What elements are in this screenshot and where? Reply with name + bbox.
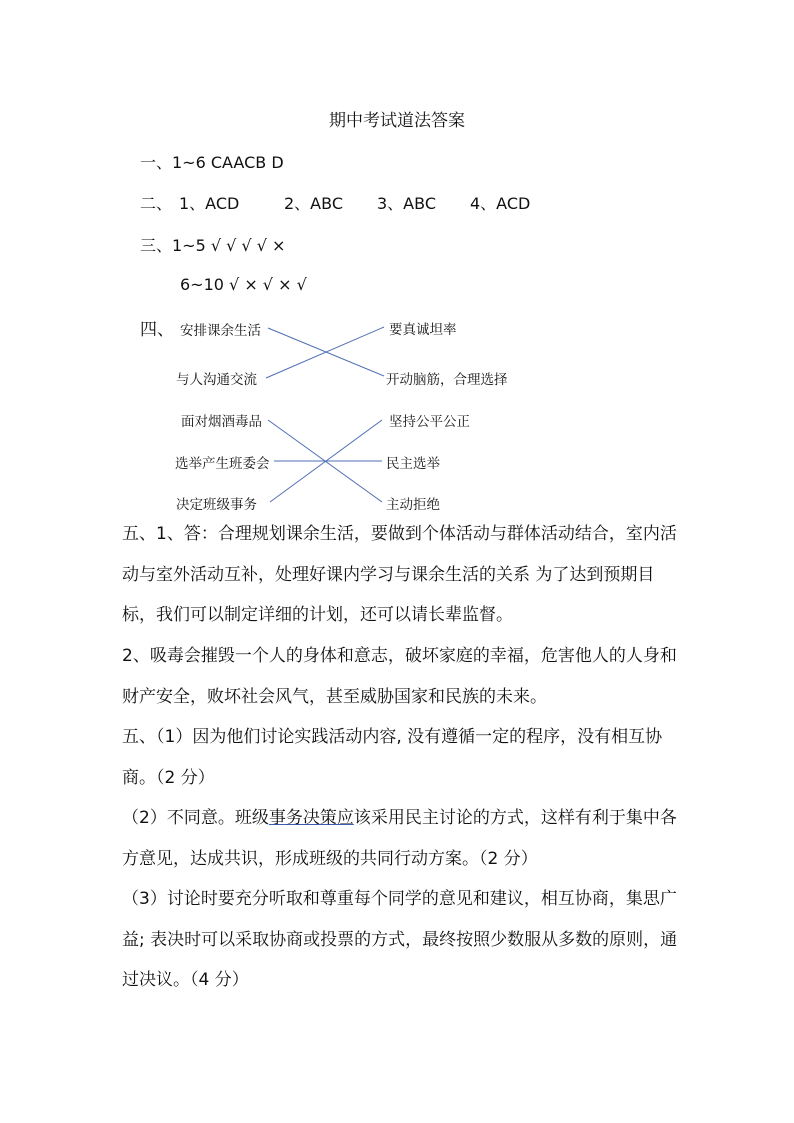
section-3-line-2: 6~10 √ × √ × √ — [180, 275, 307, 294]
section-6-answer-2 — [122, 798, 682, 879]
section-6-answer-1: 五、（1）因为他们讨论实践活动内容, 没有遵循一定的程序，没有相互协商。（2 分） — [122, 727, 663, 788]
match-left-1: 安排课余生活 — [180, 323, 261, 339]
section-6-answer-3: （3）讨论时要充分听取和尊重每个同学的意见和建议，相互协商，集思广益; 表决时可以采取协商或投票的方式，最终按照少数服从多数的原则，通过决议。（4 分） — [122, 889, 678, 990]
match-right-1: 要真诚坦率 — [389, 322, 457, 338]
match-right-2: 开动脑筋，合理选择 — [386, 372, 508, 388]
match-right-3: 坚持公平公正 — [389, 414, 470, 430]
section-2-item-3: 3、ABC — [377, 194, 436, 213]
page-title: 期中考试道法答案 — [329, 111, 465, 131]
section-2-item-1: 1、ACD — [179, 194, 240, 213]
answer-2-text-a: （2）不同意。班级 — [122, 808, 269, 828]
match-left-2: 与人沟通交流 — [176, 372, 257, 388]
match-left-5: 决定班级事务 — [176, 497, 257, 513]
section-2-item-4: 4、ACD — [470, 194, 531, 213]
section-3-line-1: 三、1~5 √ √ √ √ × — [140, 236, 286, 255]
match-right-5: 主动拒绝 — [386, 497, 440, 513]
section-1-answers: 一、1~6 CAACB D — [140, 153, 284, 172]
section-5-answer-1: 五、1、答：合理规划课余生活，要做到个体活动与群体活动结合，室内活动与室外活动互补，处理好课内学习与课余生活的关系 为了达到预期目标，我们可以制定详细的计划，还可以请长辈监督。 — [122, 524, 677, 625]
match-left-4: 选举产生班委会 — [175, 456, 270, 472]
answer-2-text-b: 该采用民主讨论的方式，这样有利于集中各方意见，达成共识，形成班级的共同行动方案。（2 分） — [122, 808, 677, 869]
match-left-3: 面对烟酒毒品 — [181, 414, 262, 430]
answer-2-underlined: 事务决策应 — [268, 808, 354, 828]
section-5-answer-2: 2、吸毒会摧毁一个人的身体和意志，破坏家庭的幸福，危害他人的人身和财产安全，败坏社会风气，甚至威胁国家和民族的未来。 — [122, 646, 677, 707]
section-4-label: 四、 — [140, 320, 174, 340]
match-right-4: 民主选举 — [386, 456, 440, 472]
section-2-item-2: 2、ABC — [284, 194, 343, 213]
section-2-prefix: 二、 — [140, 194, 173, 213]
